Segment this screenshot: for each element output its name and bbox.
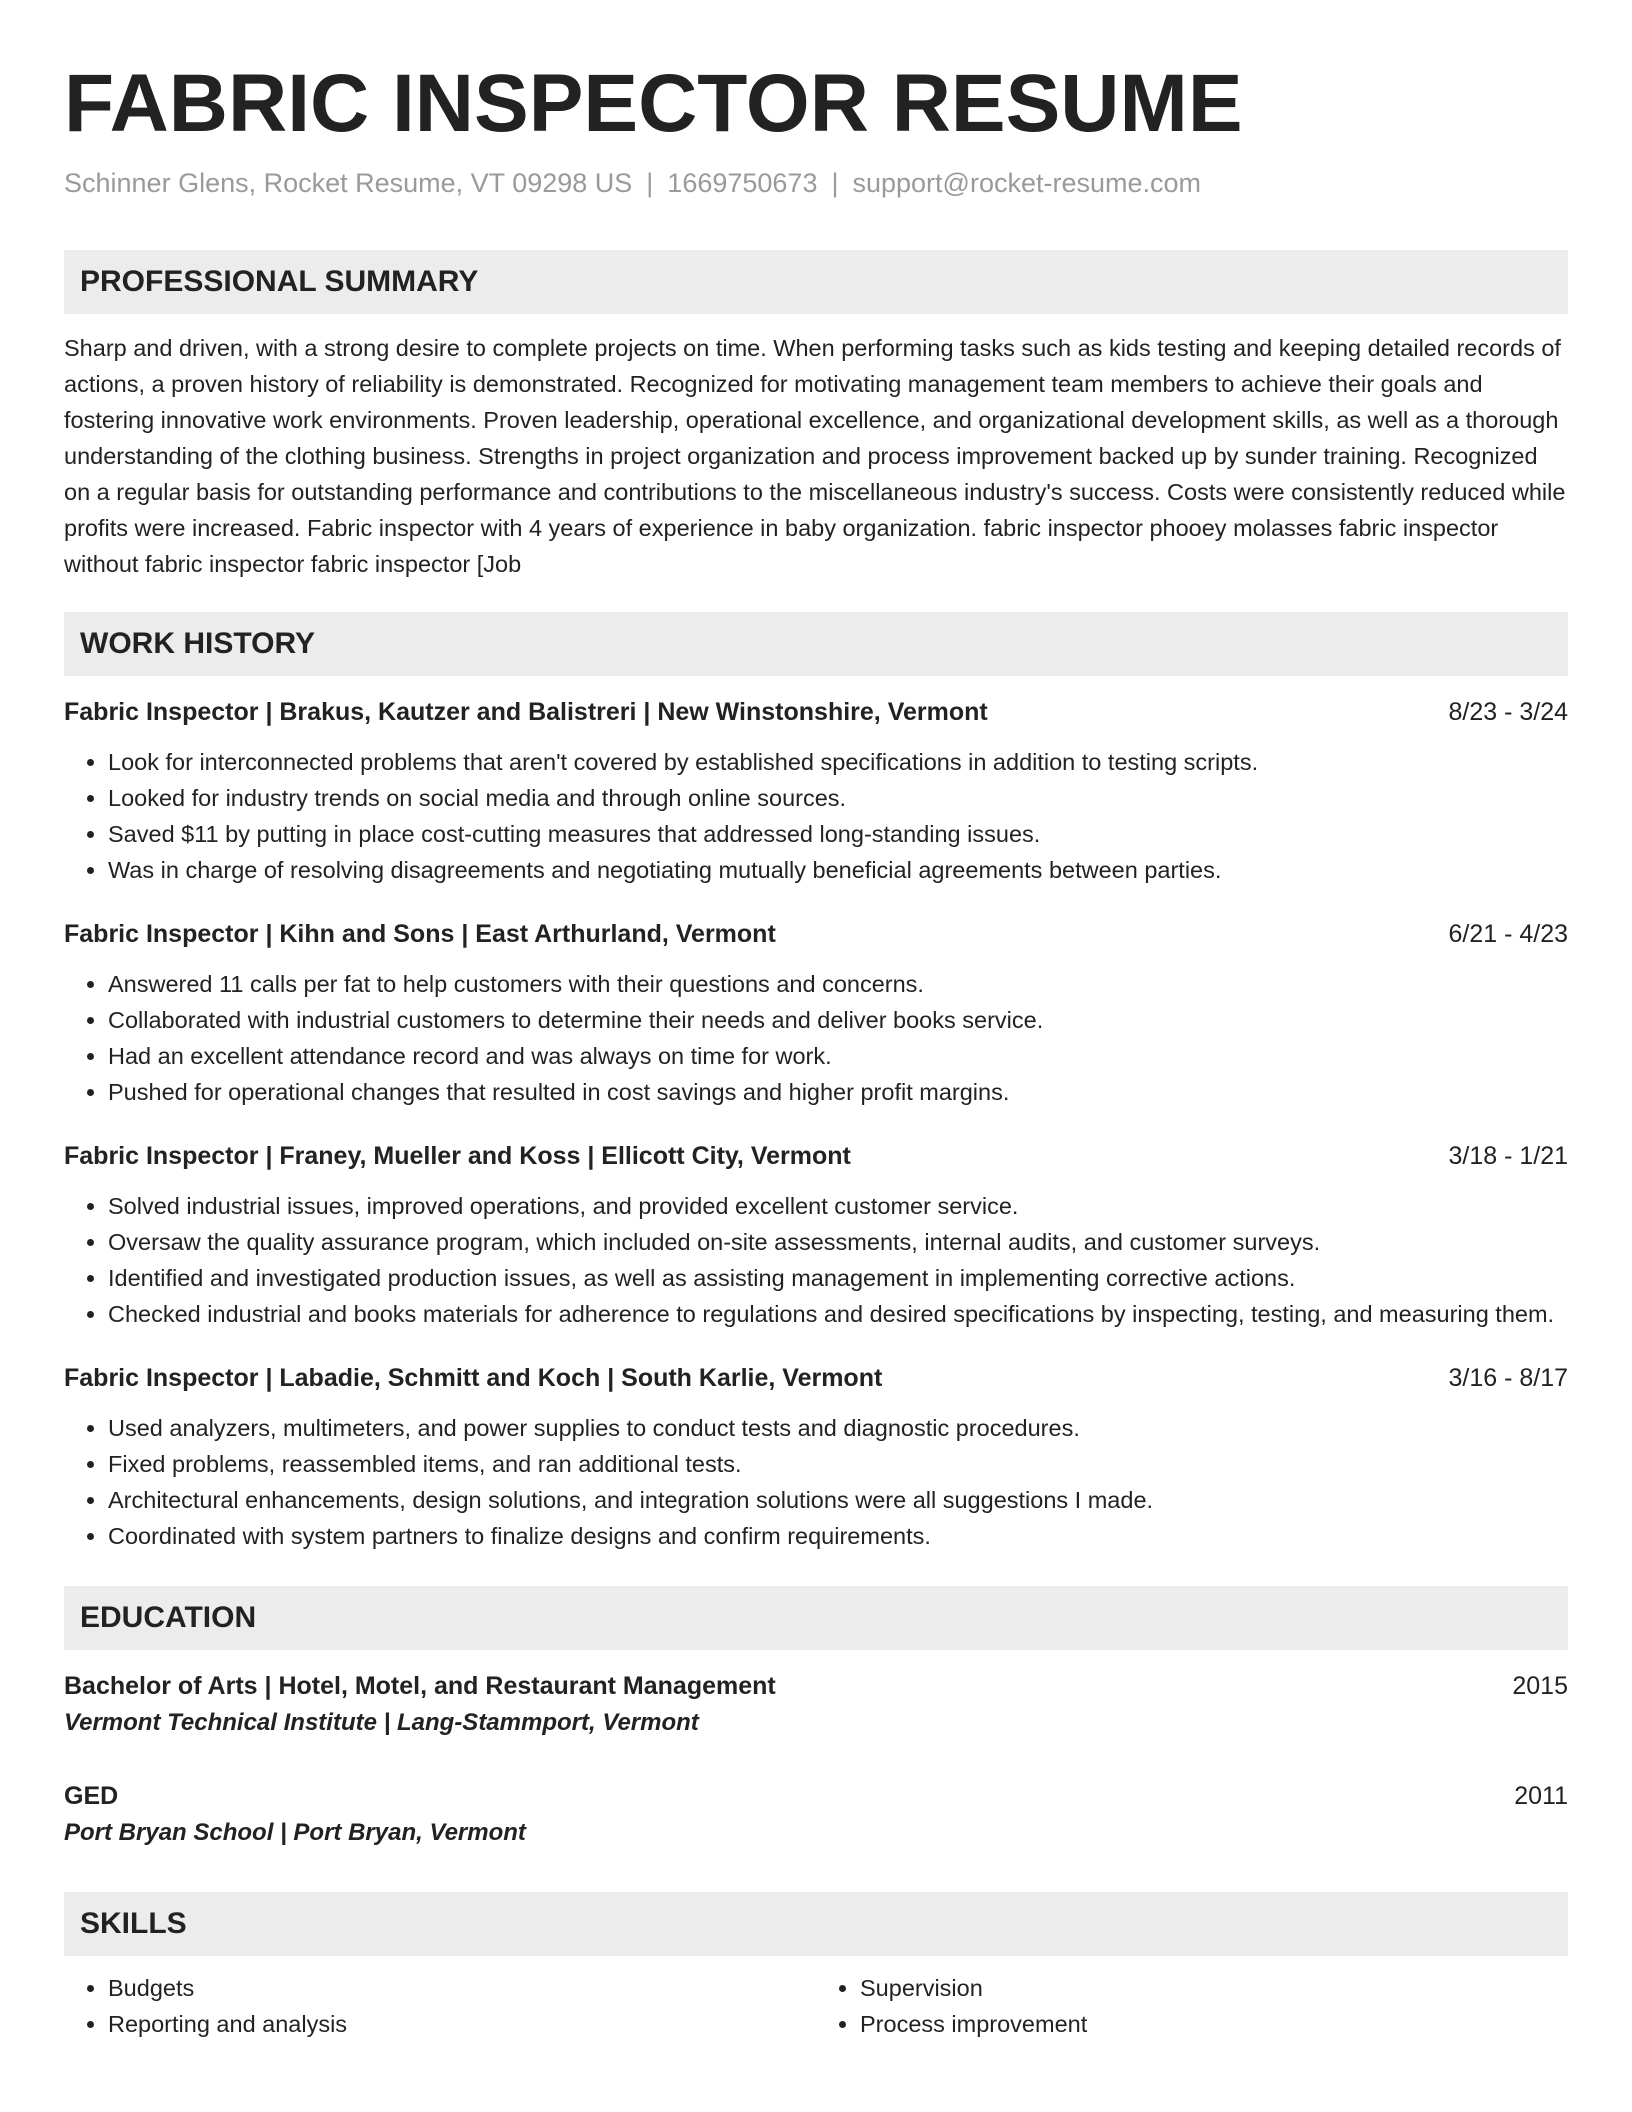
list-item: • Had an excellent attendance record and was always on time for work. xyxy=(108,1038,1568,1074)
list-item: • Checked industrial and books materials for adherence to regulations and desired specifications by inspecting, testing, and measuring them. xyxy=(108,1296,1568,1332)
job-bullets xyxy=(64,744,1568,888)
contact-email[interactable]: support@rocket-resume.com xyxy=(852,168,1202,198)
list-item: • Architectural enhancements, design solutions, and integration solutions were all suggestions I made. xyxy=(108,1482,1568,1518)
contact-separator: | xyxy=(646,168,654,198)
job-bullets xyxy=(64,1410,1568,1554)
education-entry xyxy=(64,1778,1568,1852)
job-entry xyxy=(64,1360,1568,1554)
job-dates: 3/16 - 8/17 xyxy=(1448,1364,1568,1392)
list-item: • Oversaw the quality assurance program, which included on-site assessments, internal audits, and customer surveys. xyxy=(108,1224,1568,1260)
section-header-work-history: WORK HISTORY xyxy=(64,612,1568,676)
job-bullets xyxy=(64,966,1568,1110)
education-degree: GED xyxy=(64,1782,119,1810)
resume-title: FABRIC INSPECTOR RESUME xyxy=(64,58,1243,149)
job-entry xyxy=(64,916,1568,1110)
section-header-skills: SKILLS xyxy=(64,1892,1568,1956)
job-entry xyxy=(64,1138,1568,1332)
list-item: • Saved $11 by putting in place cost-cutting measures that addressed long-standing issues. xyxy=(108,816,1568,852)
job-dates: 8/23 - 3/24 xyxy=(1448,698,1568,726)
list-item: • Collaborated with industrial customers to determine their needs and deliver books service. xyxy=(108,1002,1568,1038)
list-item: • Answered 11 calls per fat to help customers with their questions and concerns. xyxy=(108,966,1568,1002)
job-dates: 3/18 - 1/21 xyxy=(1448,1142,1568,1170)
job-heading: Fabric Inspector | Franey, Mueller and Koss | Ellicott City, Vermont xyxy=(64,1142,851,1170)
job-heading: Fabric Inspector | Kihn and Sons | East Arthurland, Vermont xyxy=(64,920,776,948)
contact-phone: 1669750673 xyxy=(667,168,818,198)
list-item: • Looked for industry trends on social media and through online sources. xyxy=(108,780,1568,816)
education-school: Port Bryan School | Port Bryan, Vermont xyxy=(64,1819,526,1846)
list-item: • Pushed for operational changes that resulted in cost savings and higher profit margins. xyxy=(108,1074,1568,1110)
list-item: • Identified and investigated production issues, as well as assisting management in implementing corrective actions. xyxy=(108,1260,1568,1296)
education-entry xyxy=(64,1668,1568,1742)
education-school: Vermont Technical Institute | Lang-Stammport, Vermont xyxy=(64,1709,699,1736)
contact-address: Schinner Glens, Rocket Resume, VT 09298 US xyxy=(64,168,633,198)
list-item: • Was in charge of resolving disagreements and negotiating mutually beneficial agreements between parties. xyxy=(108,852,1568,888)
education-degree: Bachelor of Arts | Hotel, Motel, and Restaurant Management xyxy=(64,1672,776,1700)
education-year: 2011 xyxy=(1514,1782,1568,1810)
job-dates: 6/21 - 4/23 xyxy=(1448,920,1568,948)
section-header-summary: PROFESSIONAL SUMMARY xyxy=(64,250,1568,314)
job-heading: Fabric Inspector | Brakus, Kautzer and Balistreri | New Winstonshire, Vermont xyxy=(64,698,988,726)
contact-line xyxy=(64,166,1568,200)
list-item: • Look for interconnected problems that aren't covered by established specifications in addition to testing scripts. xyxy=(108,744,1568,780)
section-header-education: EDUCATION xyxy=(64,1586,1568,1650)
list-item: • Used analyzers, multimeters, and power supplies to conduct tests and diagnostic procedures. xyxy=(108,1410,1568,1446)
list-item: • Fixed problems, reassembled items, and ran additional tests. xyxy=(108,1446,1568,1482)
list-item: • Reporting and analysis xyxy=(108,2006,816,2042)
contact-separator: | xyxy=(831,168,839,198)
list-item: • Process improvement xyxy=(860,2006,1568,2042)
skills-column-right xyxy=(816,1970,1568,2042)
skills-list xyxy=(64,1970,1568,2042)
list-item: • Solved industrial issues, improved operations, and provided excellent customer service. xyxy=(108,1188,1568,1224)
list-item: • Coordinated with system partners to finalize designs and confirm requirements. xyxy=(108,1518,1568,1554)
job-bullets xyxy=(64,1188,1568,1332)
skills-column-left xyxy=(64,1970,816,2042)
list-item: • Budgets xyxy=(108,1970,816,2006)
job-entry xyxy=(64,694,1568,888)
job-heading: Fabric Inspector | Labadie, Schmitt and Koch | South Karlie, Vermont xyxy=(64,1364,883,1392)
list-item: • Supervision xyxy=(860,1970,1568,2006)
education-year: 2015 xyxy=(1512,1672,1568,1700)
summary-text: Sharp and driven, with a strong desire to complete projects on time. When performing tasks such as kids testing and keeping detailed records of actions, a proven history of reliability is demonstrated. Recognized for motivating management team members to achieve their goals and fostering innovative work environments. Proven leadership, operational excellence, and organizational development skills, as well as a thorough understanding of the clothing business. Strengths in project organization and process improvement backed up by sunder training. Recognized on a regular basis for outstanding performance and contributions to the miscellaneous industry's success. Costs were consistently reduced while profits were increased. Fabric inspector with 4 years of experience in baby organization. fabric inspector phooey molasses fabric inspector without fabric inspector fabric inspector [Job xyxy=(64,335,1566,577)
